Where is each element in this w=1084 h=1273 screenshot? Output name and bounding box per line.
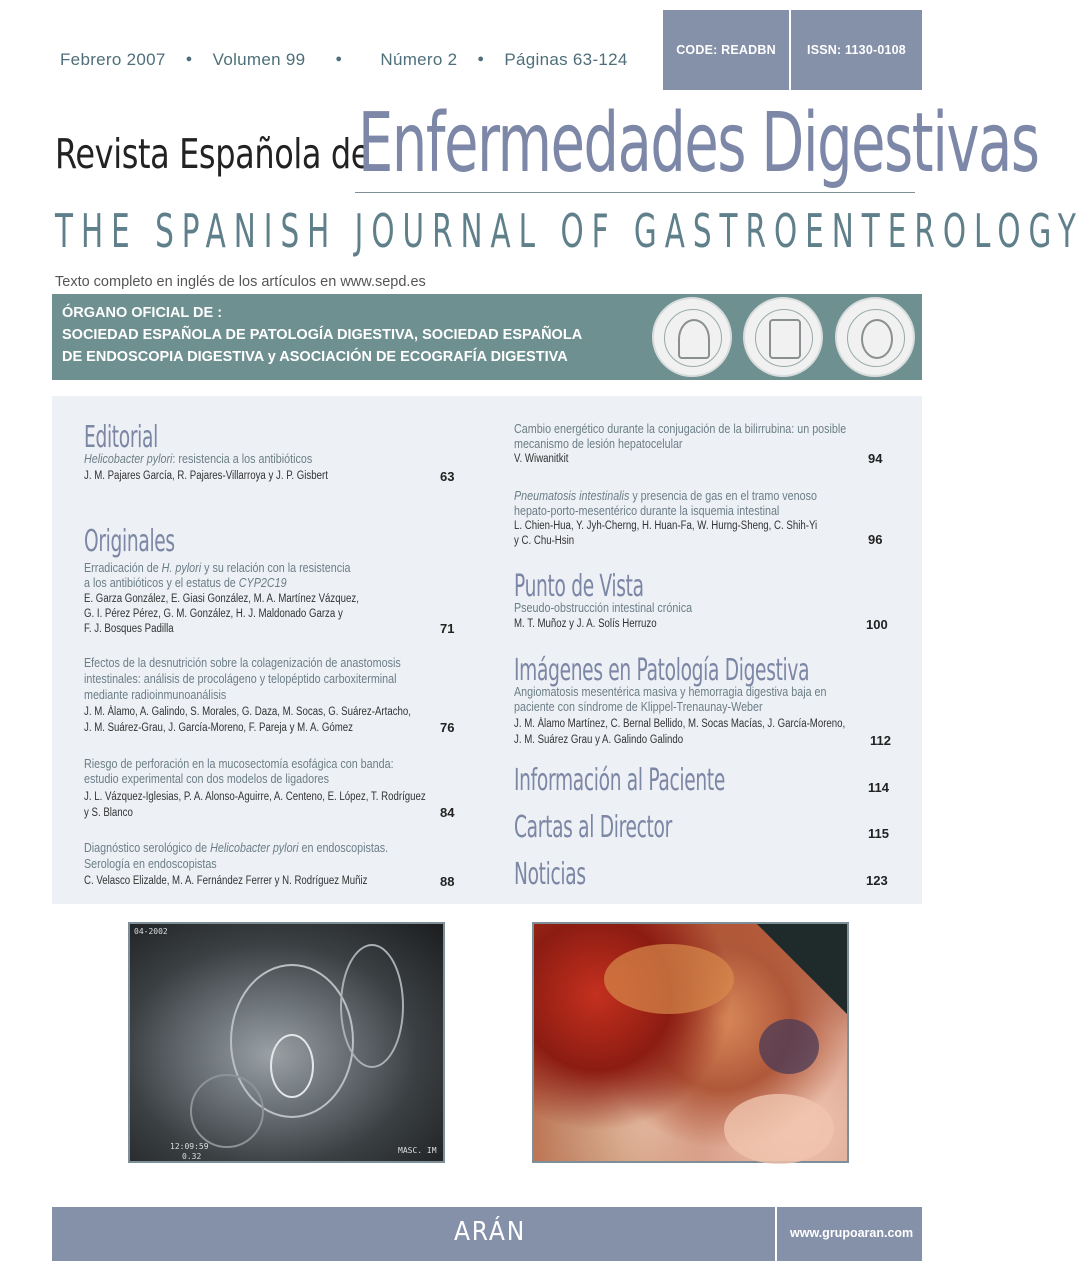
original-3-authors-line2: y S. Blanco <box>84 807 133 819</box>
xray-label-value: 0.32 <box>182 1152 202 1161</box>
original-2-title-line1: Efectos de la desnutrición sobre la colagenización de anastomosis <box>84 656 401 670</box>
punto-title: Pseudo-obstrucción intestinal crónica <box>514 601 693 615</box>
original-2-authors-line2: J. M. Suárez-Grau, J. García-Moreno, F. Pareja y M. A. Gómez <box>84 722 353 734</box>
organ-line1: ÓRGANO OFICIAL DE : <box>62 305 223 321</box>
issue-date: Febrero 2007 <box>60 50 166 69</box>
issue-number: Número 2 <box>380 50 458 69</box>
right-2-authors-line2: y C. Chu-Hsin <box>514 535 575 547</box>
imagenes-authors-line2: J. M. Suárez Grau y A. Galindo Galindo <box>514 734 684 746</box>
issn-box <box>791 10 922 90</box>
original-4-page: 88 <box>440 874 455 889</box>
online-note: Texto completo en inglés de los artículos en www.sepd.es <box>55 274 426 290</box>
xray-angiography-image <box>128 922 445 1163</box>
original-3-title-line1: Riesgo de perforación en la mucosectomía esofágica con banda: <box>84 757 394 771</box>
original-2-title-line3: mediante radioinmunoanálisis <box>84 688 227 702</box>
original-2-title-line2: intestinales: análisis de procolágeno y telopéptido carboxiterminal <box>84 672 397 686</box>
section-originales: Originales <box>84 524 175 559</box>
title-rule <box>355 192 915 193</box>
imagenes-authors-line1: J. M. Álamo Martínez, C. Bernal Bellido, M. Socas Macías, J. García-Moreno, <box>514 718 846 730</box>
original-1-title-line2: a los antibióticos y el estatus de CYP2C19 <box>84 576 287 590</box>
right-1-title-line2: mecanismo de lesión hepatocelular <box>514 437 683 451</box>
original-4-authors: C. Velasco Elizalde, M. A. Fernández Ferrer y N. Rodríguez Muñiz <box>84 875 368 887</box>
xray-label-date: 04-2002 <box>134 927 168 936</box>
journal-code: CODE: READBN <box>676 43 776 57</box>
footer-separator <box>775 1207 777 1261</box>
punto-page: 100 <box>866 617 888 632</box>
original-3-page: 84 <box>440 805 455 820</box>
section-punto-de-vista: Punto de Vista <box>514 569 644 604</box>
right-1-title-line1: Cambio energético durante la conjugación de la bilirrubina: un posible <box>514 422 847 436</box>
xray-label-side: MASC. IM <box>398 1146 437 1155</box>
sepd-seal-icon <box>652 297 732 377</box>
code-box <box>663 10 789 90</box>
original-1-page: 71 <box>440 621 455 636</box>
original-3-authors-line1: J. L. Vázquez-Iglesias, P. A. Alonso-Aguirre, A. Centeno, E. López, T. Rodríguez <box>84 791 426 803</box>
cartas-page: 115 <box>868 826 889 841</box>
right-2-authors-line1: L. Chien-Hua, Y. Jyh-Cherng, H. Huan-Fa, W. Hurng-Sheng, C. Shih-Yi <box>514 520 818 532</box>
punto-authors: M. T. Muñoz y J. A. Solís Herruzo <box>514 618 657 630</box>
informacion-page: 114 <box>868 780 889 795</box>
journal-title-part1: Revista Española de <box>55 130 371 178</box>
noticias-page: 123 <box>866 873 888 888</box>
issue-pages: Páginas 63-124 <box>504 50 628 69</box>
original-1-authors-line3: F. J. Bosques Padilla <box>84 623 174 635</box>
publisher-logo: ARÁN <box>453 1217 527 1247</box>
original-2-page: 76 <box>440 720 455 735</box>
original-4-title-line2: Serología en endoscopistas <box>84 857 217 871</box>
imagenes-page: 112 <box>870 733 891 748</box>
right-1-authors: V. Wiwanitkit <box>514 453 569 465</box>
right-2-page: 96 <box>868 532 883 547</box>
section-editorial: Editorial <box>84 420 158 455</box>
right-2-title-line2: hepato-porto-mesentérico durante la isquemia intestinal <box>514 504 780 518</box>
original-4-title-line1: Diagnóstico serológico de Helicobacter pylori en endoscopistas. <box>84 841 389 855</box>
imagenes-title-line1: Angiomatosis mesentérica masiva y hemorragia digestiva baja en <box>514 685 827 699</box>
organ-line3: DE ENDOSCOPIA DIGESTIVA y ASOCIACIÓN DE ECOGRAFÍA DIGESTIVA <box>62 349 568 365</box>
original-1-title-line1: Erradicación de H. pylori y su relación con la resistencia <box>84 561 351 575</box>
section-cartas-director: Cartas al Director <box>514 810 672 845</box>
original-1-authors-line1: E. Garza González, E. Giasi González, M. A. Martínez Vázquez, <box>84 593 359 605</box>
separator-dot-icon: ● <box>185 53 193 65</box>
separator-dot-icon: ● <box>335 53 343 65</box>
section-informacion-paciente: Información al Paciente <box>514 763 726 798</box>
official-organ-text <box>62 302 582 368</box>
issue-volume: Volumen 99 <box>212 50 306 69</box>
publisher-website-link[interactable]: www.grupoaran.com <box>790 1226 914 1240</box>
separator-dot-icon: ● <box>477 53 485 65</box>
section-imagenes: Imágenes en Patología Digestiva <box>514 653 810 688</box>
imagenes-title-line2: paciente con síndrome de Klippel-Trenaunay-Weber <box>514 700 763 714</box>
surgical-photo-image <box>532 922 849 1163</box>
original-2-authors-line1: J. M. Álamo, A. Galindo, S. Morales, G. Daza, M. Socas, G. Suárez-Artacho, <box>84 706 411 718</box>
journal-title-part2: Enfermedades Digestivas <box>358 96 1039 191</box>
original-1-authors-line2: G. I. Pérez Pérez, G. M. González, H. J. Maldonado Garza y <box>84 608 343 620</box>
original-3-title-line2: estudio experimental con dos modelos de ligadores <box>84 772 330 786</box>
organ-line2: SOCIEDAD ESPAÑOLA DE PATOLOGÍA DIGESTIVA, SOCIEDAD ESPAÑOLA <box>62 327 583 343</box>
right-2-title-line1: Pneumatosis intestinalis y presencia de gas en el tramo venoso <box>514 489 817 503</box>
journal-subtitle: THE SPANISH JOURNAL OF GASTROENTEROLOGY <box>55 204 1084 258</box>
seed-seal-icon <box>743 297 823 377</box>
xray-label-time: 12:09:59 <box>170 1142 209 1151</box>
editorial-title: Helicobacter pylori: resistencia a los antibióticos <box>84 452 313 466</box>
right-1-page: 94 <box>868 451 883 466</box>
aed-seal-icon <box>835 297 915 377</box>
section-noticias: Noticias <box>514 857 586 892</box>
editorial-authors: J. M. Pajares García, R. Pajares-Villarroya y J. P. Gisbert <box>84 470 328 482</box>
issue-info-line <box>60 50 628 70</box>
editorial-page: 63 <box>440 469 455 484</box>
journal-issn: ISSN: 1130-0108 <box>807 43 906 57</box>
